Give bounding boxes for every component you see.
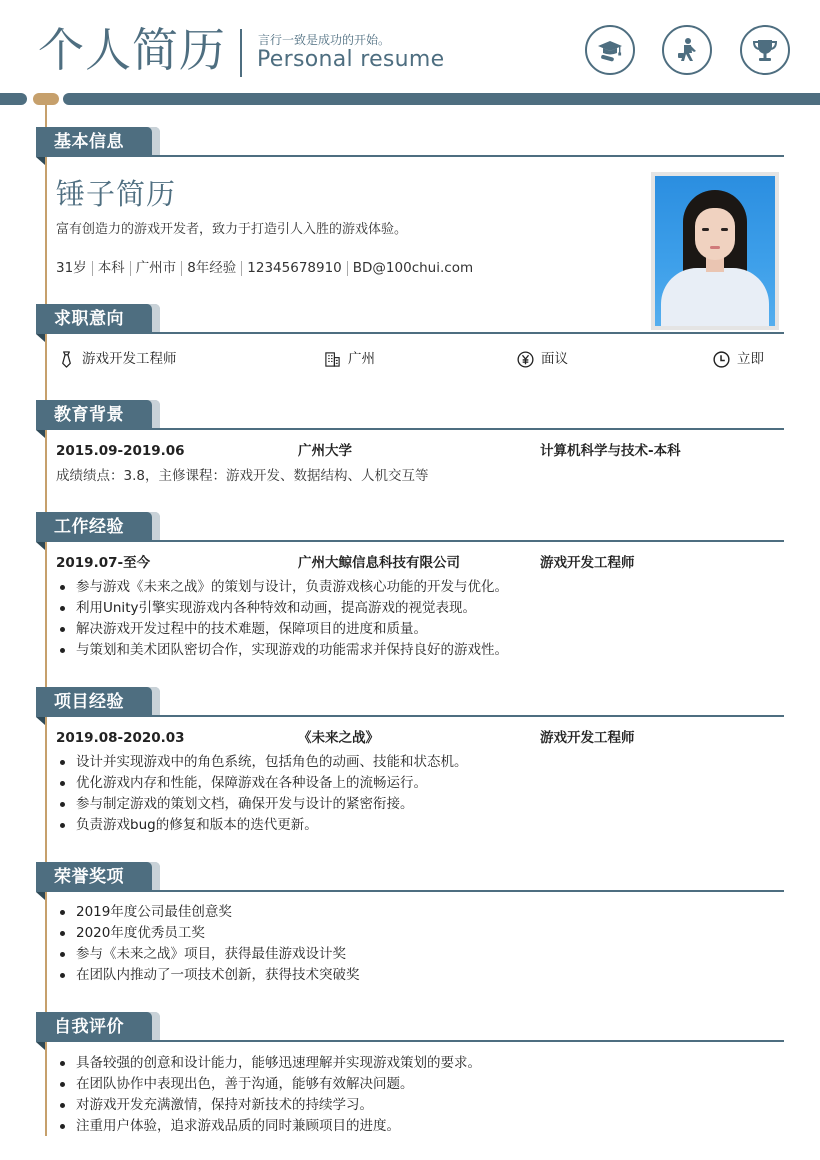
list-item: 具备较强的创意和设计能力，能够迅速理解并实现游戏策划的要求。 [58,1053,481,1074]
section-basic-info [36,127,784,159]
list-item: 负责游戏bug的修复和版本的迭代更新。 [58,815,468,836]
section-header [36,127,784,159]
fact-city: 广州市 [135,260,177,276]
list-item: 利用Unity引擎实现游戏内各种特效和动画，提高游戏的视觉表现。 [58,598,508,619]
intent-position: 游戏开发工程师 [58,349,177,369]
graduation-cap-icon [585,25,635,75]
section-header [36,304,784,336]
fact-phone: 12345678910 [247,260,342,276]
section-header [36,862,784,894]
header-slogan: 言行一致是成功的开始。 [258,33,391,47]
section-title: 求职意向 [36,304,152,334]
candidate-facts [56,258,473,278]
list-item: 与策划和美术团队密切合作，实现游戏的功能需求并保持良好的游戏性。 [58,640,508,661]
self-evaluation-bullets [58,1053,481,1137]
intent-city: 广州 [324,349,375,369]
list-item: 参与《未来之战》项目，获得最佳游戏设计奖 [58,944,360,965]
list-item: 2020年度优秀员工奖 [58,923,360,944]
header-subtitle: Personal resume [257,47,445,72]
section-title: 工作经验 [36,512,152,542]
resume-title: 个人简历 [38,23,226,77]
section-honors [36,862,784,894]
list-item: 2019年度公司最佳创意奖 [58,902,360,923]
section-title: 教育背景 [36,400,152,430]
section-title: 基本信息 [36,127,152,157]
section-job-intent [36,304,784,336]
tie-icon [58,351,75,368]
timeline-line [45,104,47,1136]
list-item: 参与制定游戏的策划文档，确保开发与设计的紧密衔接。 [58,794,468,815]
work-role: 游戏开发工程师 [540,555,635,571]
section-work-experience [36,512,784,544]
list-item: 参与游戏《未来之战》的策划与设计，负责游戏核心功能的开发与优化。 [58,577,508,598]
yen-icon [517,351,534,368]
education-major: 计算机科学与技术-本科 [540,443,681,459]
fact-experience: 8年经验 [187,260,237,276]
businessman-icon [662,25,712,75]
fact-email: BD@100chui.com [352,260,474,276]
list-item: 优化游戏内存和性能，保障游戏在各种设备上的流畅运行。 [58,773,468,794]
list-item: 注重用户体验，追求游戏品质的同时兼顾项目的进度。 [58,1116,481,1137]
candidate-name: 锤子简历 [56,177,177,211]
education-school: 广州大学 [298,443,352,459]
project-period: 2019.08-2020.03 [56,730,185,746]
section-header [36,687,784,719]
section-title: 项目经验 [36,687,152,717]
list-item: 在团队协作中表现出色，善于沟通，能够有效解决问题。 [58,1074,481,1095]
section-title: 荣誉奖项 [36,862,152,892]
education-detail: 成绩绩点：3.8，主修课程：游戏开发、数据结构、人机交互等 [56,468,429,484]
header-bar [63,93,820,105]
section-education [36,400,784,432]
section-title: 自我评价 [36,1012,152,1042]
honors-bullets [58,902,360,986]
intent-salary: 面议 [517,349,568,369]
work-period: 2019.07-至今 [56,555,151,571]
intent-availability: 立即 [713,349,764,369]
section-self-evaluation [36,1012,784,1044]
list-item: 对游戏开发充满激情，保持对新技术的持续学习。 [58,1095,481,1116]
section-header [36,400,784,432]
header-divider [240,29,242,77]
fact-age: 31岁 [56,260,87,276]
trophy-icon [740,25,790,75]
list-item: 设计并实现游戏中的角色系统，包括角色的动画、技能和状态机。 [58,752,468,773]
section-header [36,512,784,544]
list-item: 在团队内推动了一项技术创新，获得技术突破奖 [58,965,360,986]
section-project-experience [36,687,784,719]
work-bullets [58,577,508,661]
work-company: 广州大鲸信息科技有限公司 [298,555,460,571]
candidate-intro: 富有创造力的游戏开发者，致力于打造引人入胜的游戏体验。 [56,222,408,237]
section-header [36,1012,784,1044]
project-name: 《未来之战》 [298,730,379,746]
education-period: 2015.09-2019.06 [56,443,185,459]
fact-degree: 本科 [97,260,125,276]
header-bar-left [0,93,27,105]
project-bullets [58,752,468,836]
building-icon [324,351,341,368]
list-item: 解决游戏开发过程中的技术难题，保障项目的进度和质量。 [58,619,508,640]
project-role: 游戏开发工程师 [540,730,635,746]
clock-icon [713,351,730,368]
